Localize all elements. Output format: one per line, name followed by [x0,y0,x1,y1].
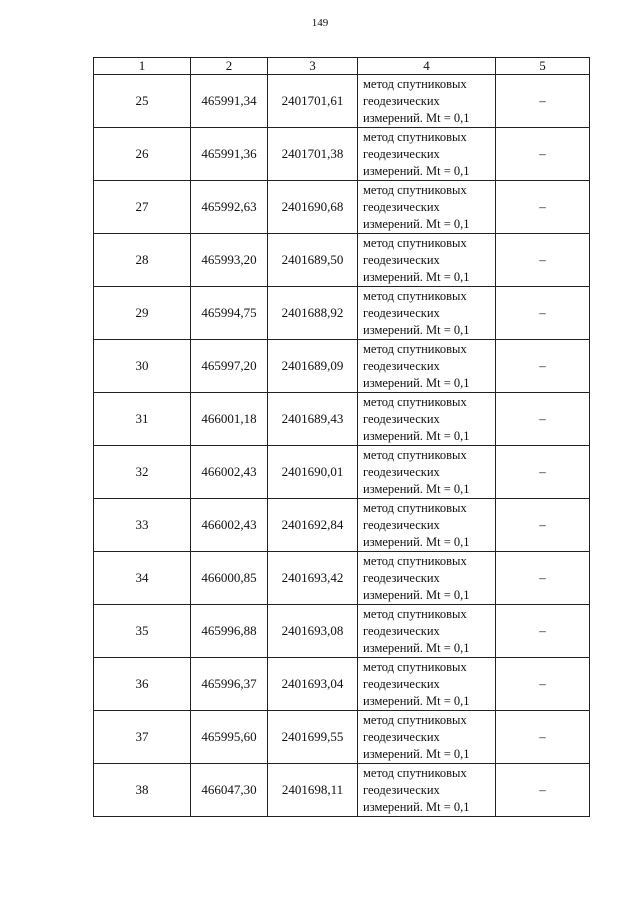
x-coordinate-cell: 465991,34 [191,75,268,128]
method-cell [358,552,496,605]
method-cell [358,75,496,128]
method-cell [358,287,496,340]
method-line: измерений. Mt = 0,1 [363,587,470,602]
table-row [94,340,590,393]
method-cell [358,499,496,552]
point-number-cell: 26 [94,128,191,181]
note-cell: – [496,658,590,711]
method-line: геодезических [363,782,440,797]
method-line: измерений. Mt = 0,1 [363,799,470,814]
x-coordinate-cell: 465992,63 [191,181,268,234]
x-coordinate-cell: 466002,43 [191,499,268,552]
method-line: геодезических [363,729,440,744]
x-coordinate-cell: 465994,75 [191,287,268,340]
note-cell: – [496,711,590,764]
method-line: метод спутниковых [363,553,467,568]
note-cell: – [496,499,590,552]
x-coordinate-cell: 465991,36 [191,128,268,181]
method-cell [358,658,496,711]
point-number-cell: 33 [94,499,191,552]
method-line: геодезических [363,358,440,373]
method-cell [358,128,496,181]
method-cell [358,340,496,393]
note-cell: – [496,446,590,499]
x-coordinate-cell: 465997,20 [191,340,268,393]
point-number-cell: 37 [94,711,191,764]
table-row [94,287,590,340]
method-line: измерений. Mt = 0,1 [363,322,470,337]
method-line: измерений. Mt = 0,1 [363,481,470,496]
note-cell: – [496,552,590,605]
x-coordinate-cell: 465996,88 [191,605,268,658]
method-line: измерений. Mt = 0,1 [363,110,470,125]
method-line: измерений. Mt = 0,1 [363,375,470,390]
column-header-5: 5 [496,58,590,75]
table-row [94,658,590,711]
method-line: метод спутниковых [363,659,467,674]
method-line: геодезических [363,623,440,638]
method-line: геодезических [363,517,440,532]
method-line: метод спутниковых [363,182,467,197]
x-coordinate-cell: 465995,60 [191,711,268,764]
page-number: 149 [311,17,329,29]
method-line: метод спутниковых [363,765,467,780]
point-number-cell: 35 [94,605,191,658]
method-line: измерений. Mt = 0,1 [363,428,470,443]
note-cell: – [496,340,590,393]
method-line: измерений. Mt = 0,1 [363,693,470,708]
method-line: измерений. Mt = 0,1 [363,534,470,549]
method-line: метод спутниковых [363,288,467,303]
method-line: геодезических [363,305,440,320]
method-line: геодезических [363,464,440,479]
table-row [94,234,590,287]
table-header-row [94,58,590,75]
method-line: метод спутниковых [363,606,467,621]
table-row [94,552,590,605]
note-cell: – [496,234,590,287]
table-body [94,75,590,817]
y-coordinate-cell: 2401690,68 [268,181,358,234]
method-cell [358,393,496,446]
method-line: измерений. Mt = 0,1 [363,269,470,284]
table-row [94,128,590,181]
point-number-cell: 36 [94,658,191,711]
method-line: геодезических [363,676,440,691]
y-coordinate-cell: 2401689,09 [268,340,358,393]
method-line: геодезических [363,252,440,267]
point-number-cell: 31 [94,393,191,446]
y-coordinate-cell: 2401692,84 [268,499,358,552]
point-number-cell: 38 [94,764,191,817]
method-line: геодезических [363,570,440,585]
column-header-1: 1 [94,58,191,75]
y-coordinate-cell: 2401688,92 [268,287,358,340]
point-number-cell: 25 [94,75,191,128]
y-coordinate-cell: 2401693,08 [268,605,358,658]
x-coordinate-cell: 466002,43 [191,446,268,499]
note-cell: – [496,287,590,340]
method-cell [358,605,496,658]
method-cell [358,711,496,764]
point-number-cell: 27 [94,181,191,234]
table-row [94,499,590,552]
point-number-cell: 32 [94,446,191,499]
method-line: метод спутниковых [363,129,467,144]
point-number-cell: 34 [94,552,191,605]
table-row [94,711,590,764]
table-row [94,393,590,446]
y-coordinate-cell: 2401699,55 [268,711,358,764]
note-cell: – [496,393,590,446]
method-cell [358,181,496,234]
point-number-cell: 30 [94,340,191,393]
x-coordinate-cell: 466001,18 [191,393,268,446]
method-line: метод спутниковых [363,447,467,462]
method-line: измерений. Mt = 0,1 [363,216,470,231]
method-line: измерений. Mt = 0,1 [363,640,470,655]
x-coordinate-cell: 465993,20 [191,234,268,287]
method-line: метод спутниковых [363,394,467,409]
method-line: геодезических [363,93,440,108]
y-coordinate-cell: 2401689,50 [268,234,358,287]
x-coordinate-cell: 466000,85 [191,552,268,605]
method-line: метод спутниковых [363,500,467,515]
table-row [94,605,590,658]
table-row [94,764,590,817]
y-coordinate-cell: 2401701,61 [268,75,358,128]
note-cell: – [496,605,590,658]
table-row [94,181,590,234]
point-number-cell: 29 [94,287,191,340]
method-line: измерений. Mt = 0,1 [363,163,470,178]
table-row [94,446,590,499]
method-line: геодезических [363,199,440,214]
method-line: метод спутниковых [363,712,467,727]
note-cell: – [496,128,590,181]
note-cell: – [496,764,590,817]
x-coordinate-cell: 465996,37 [191,658,268,711]
method-line: геодезических [363,411,440,426]
point-number-cell: 28 [94,234,191,287]
note-cell: – [496,75,590,128]
y-coordinate-cell: 2401689,43 [268,393,358,446]
method-line: метод спутниковых [363,235,467,250]
y-coordinate-cell: 2401690,01 [268,446,358,499]
method-cell [358,764,496,817]
coordinates-table [93,57,590,817]
y-coordinate-cell: 2401693,04 [268,658,358,711]
column-header-3: 3 [268,58,358,75]
column-header-4: 4 [358,58,496,75]
y-coordinate-cell: 2401698,11 [268,764,358,817]
y-coordinate-cell: 2401701,38 [268,128,358,181]
method-cell [358,234,496,287]
y-coordinate-cell: 2401693,42 [268,552,358,605]
method-line: метод спутниковых [363,341,467,356]
column-header-2: 2 [191,58,268,75]
method-line: измерений. Mt = 0,1 [363,746,470,761]
note-cell: – [496,181,590,234]
x-coordinate-cell: 466047,30 [191,764,268,817]
method-cell [358,446,496,499]
table-row [94,75,590,128]
method-line: метод спутниковых [363,76,467,91]
method-line: геодезических [363,146,440,161]
